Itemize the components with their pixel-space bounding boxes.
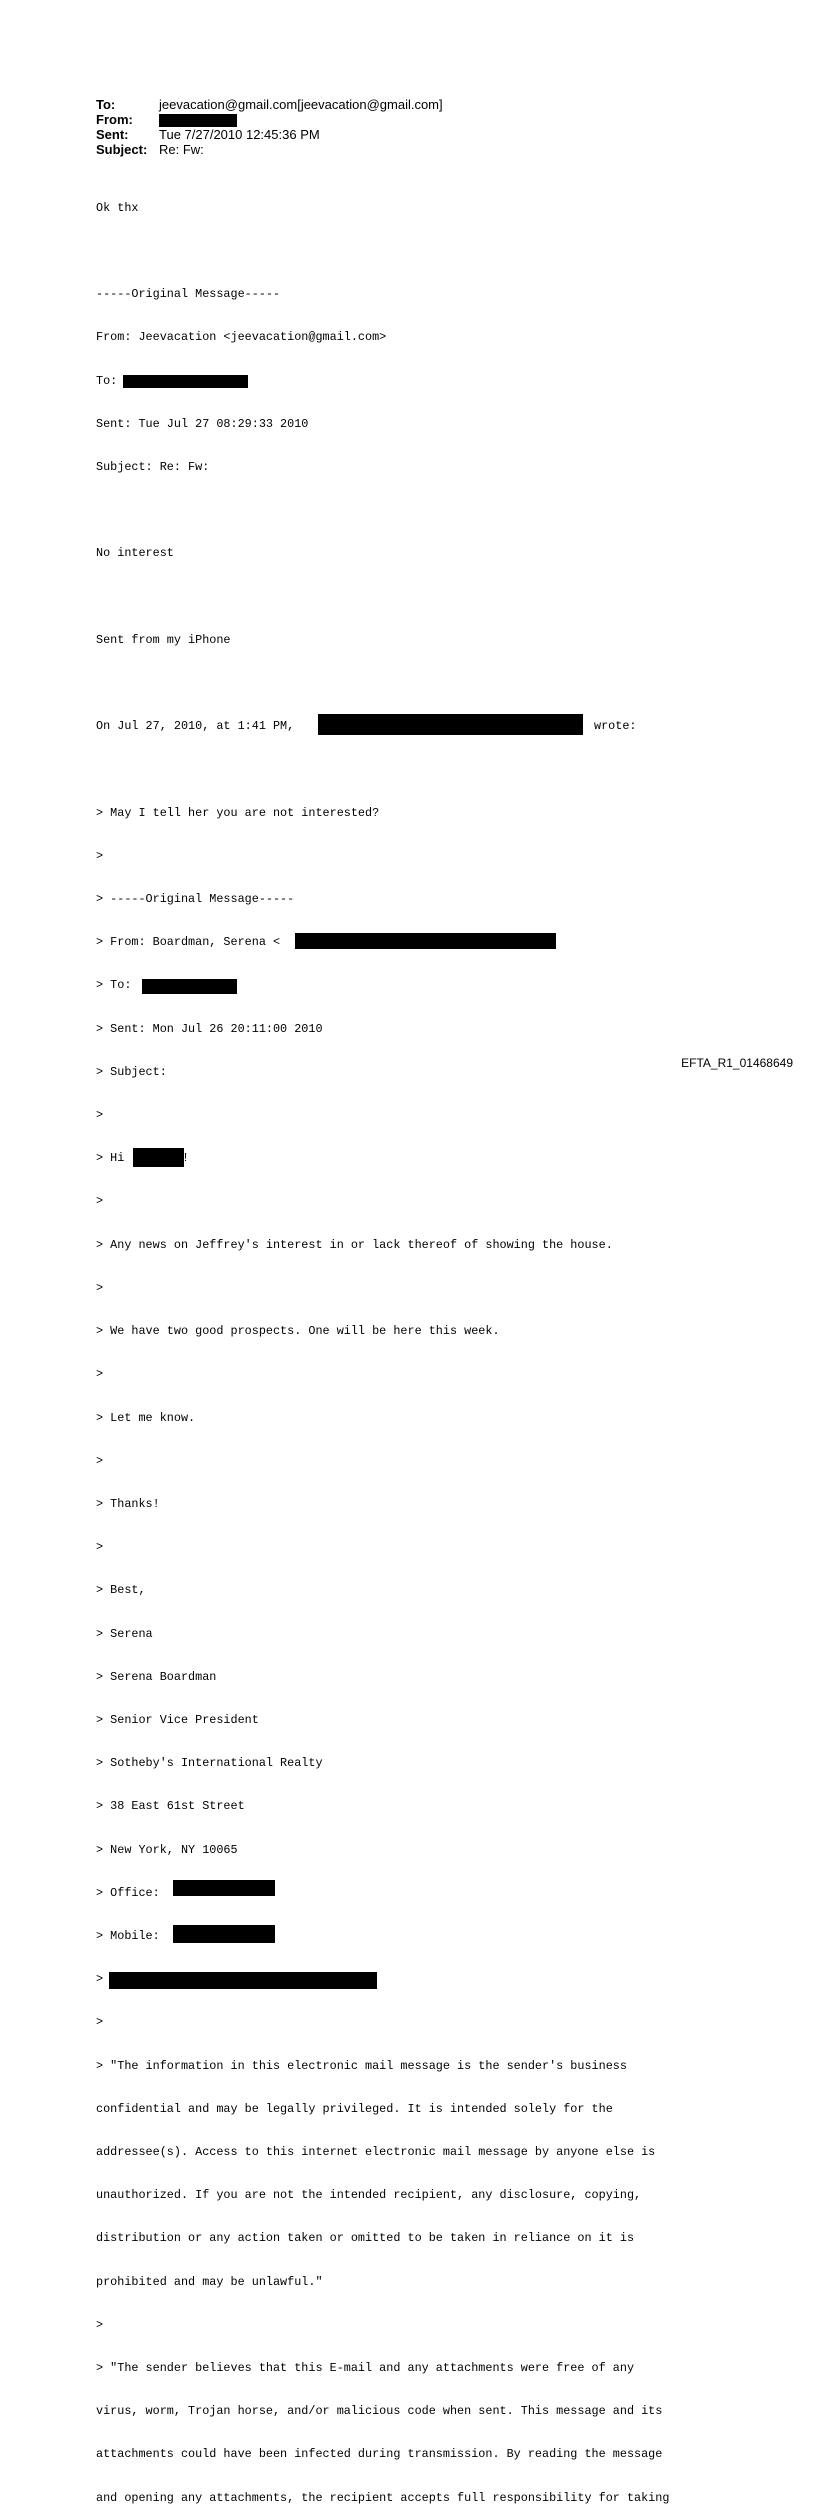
from-value-wrap <box>159 112 237 127</box>
no-interest-line: No interest <box>96 546 174 561</box>
quoted-from-row <box>96 935 669 949</box>
disclaimer1-line: addressee(s). Access to this internet electronic mail message by anyone else is <box>96 2144 656 2159</box>
quote-marker: > <box>96 1540 104 1555</box>
redaction-block <box>123 375 248 388</box>
disclaimer1-line: > "The information in this electronic mail message is the sender's business <box>96 2058 627 2073</box>
disclaimer2-line: attachments could have been infected during transmission. By reading the message <box>96 2447 663 2462</box>
original-sent: Sent: Tue Jul 27 08:29:33 2010 <box>96 416 309 431</box>
disclaimer1-line: prohibited and may be unlawful." <box>96 2274 323 2289</box>
on-wrote-prefix: On Jul 27, 2010, at 1:41 PM, <box>96 719 295 734</box>
sent-label: Sent: <box>96 127 129 142</box>
quote-marker: > <box>96 1972 104 1987</box>
on-wrote-suffix: wrote: <box>594 719 637 734</box>
quoted-serena: > Serena <box>96 1626 153 1641</box>
quoted-separator: > -----Original Message----- <box>96 892 295 907</box>
signature-mobile: > Mobile: <box>96 1928 160 1943</box>
quoted-thanks: > Thanks! <box>96 1496 160 1511</box>
spacer <box>96 503 669 517</box>
original-to: To: <box>96 373 118 388</box>
quoted-best: > Best, <box>96 1583 146 1598</box>
disclaimer1-line: confidential and may be legally privileged. It is intended solely for the <box>96 2101 613 2116</box>
quote-marker: > <box>96 2015 104 2030</box>
quoted-to-row <box>96 978 669 992</box>
spacer <box>96 244 669 258</box>
quoted-hi: > Hi <box>96 1151 125 1166</box>
redaction-block <box>142 979 237 994</box>
redaction-block <box>295 933 556 949</box>
signature-redacted-row <box>96 1972 669 1986</box>
quoted-hi-end: ! <box>182 1151 190 1166</box>
redaction-block <box>173 1925 275 1943</box>
original-from: From: Jeevacation <jeevacation@gmail.com> <box>96 330 387 345</box>
quoted-let-me-know: > Let me know. <box>96 1410 196 1425</box>
signature-name: > Serena Boardman <box>96 1669 217 1684</box>
quote-marker: > <box>96 1453 104 1468</box>
quote-marker: > <box>96 1108 104 1123</box>
subject-label: Subject: <box>96 142 148 157</box>
original-separator: -----Original Message----- <box>96 287 281 302</box>
quoted-prospects: > We have two good prospects. One will be here this week. <box>96 1324 500 1339</box>
email-body <box>96 172 669 2519</box>
quote-marker: > <box>96 1194 104 1209</box>
disclaimer1-line: distribution or any action taken or omitted to be taken in reliance on it is <box>96 2231 635 2246</box>
disclaimer2-line: and opening any attachments, the recipient accepts full responsibility for taking <box>96 2490 670 2505</box>
redaction-block <box>173 1880 275 1896</box>
quoted-news: > Any news on Jeffrey's interest in or lack thereof of showing the house. <box>96 1237 613 1252</box>
spacer <box>96 676 669 690</box>
document-id: EFTA_R1_01468649 <box>681 1056 793 1070</box>
disclaimer2-line: > "The sender believes that this E-mail and any attachments were free of any <box>96 2360 635 2375</box>
quoted-subject: > Subject: <box>96 1064 167 1079</box>
signature-city: > New York, NY 10065 <box>96 1842 238 1857</box>
quote-marker: > <box>96 2317 104 2332</box>
original-subject: Subject: Re: Fw: <box>96 460 210 475</box>
to-label: To: <box>96 97 116 112</box>
sent-from-line: Sent from my iPhone <box>96 632 231 647</box>
signature-mobile-row <box>96 1929 669 1943</box>
disclaimer2-line: virus, worm, Trojan horse, and/or malicious code when sent. This message and its <box>96 2404 663 2419</box>
quoted-hi-row <box>96 1151 669 1165</box>
signature-office-row <box>96 1886 669 1900</box>
signature-title: > Senior Vice President <box>96 1712 259 1727</box>
quoted-to: > To: <box>96 978 132 993</box>
on-wrote-line <box>96 719 669 733</box>
to-value: jeevacation@gmail.com[jeevacation@gmail.com] <box>159 97 443 112</box>
from-label: From: <box>96 112 133 127</box>
spacer <box>96 762 669 776</box>
quote-marker: > <box>96 1280 104 1295</box>
redaction-block <box>133 1148 184 1167</box>
quoted-sent: > Sent: Mon Jul 26 20:11:00 2010 <box>96 1021 323 1036</box>
quote-marker: > <box>96 848 104 863</box>
sent-value: Tue 7/27/2010 12:45:36 PM <box>159 127 320 142</box>
reply-line: Ok thx <box>96 200 139 215</box>
quote-marker: > <box>96 1367 104 1382</box>
disclaimer1-line: unauthorized. If you are not the intended recipient, any disclosure, copying, <box>96 2188 642 2203</box>
quoted-from: > From: Boardman, Serena < <box>96 935 281 950</box>
signature-street: > 38 East 61st Street <box>96 1799 245 1814</box>
signature-company: > Sotheby's International Realty <box>96 1756 323 1771</box>
redaction-block <box>109 1972 377 1989</box>
redaction-block <box>318 714 583 735</box>
redaction-block <box>159 114 237 127</box>
spacer <box>96 590 669 604</box>
quoted-ask: > May I tell her you are not interested? <box>96 805 380 820</box>
subject-value: Re: Fw: <box>159 142 204 157</box>
signature-office: > Office: <box>96 1885 160 1900</box>
original-to-row <box>96 374 669 388</box>
